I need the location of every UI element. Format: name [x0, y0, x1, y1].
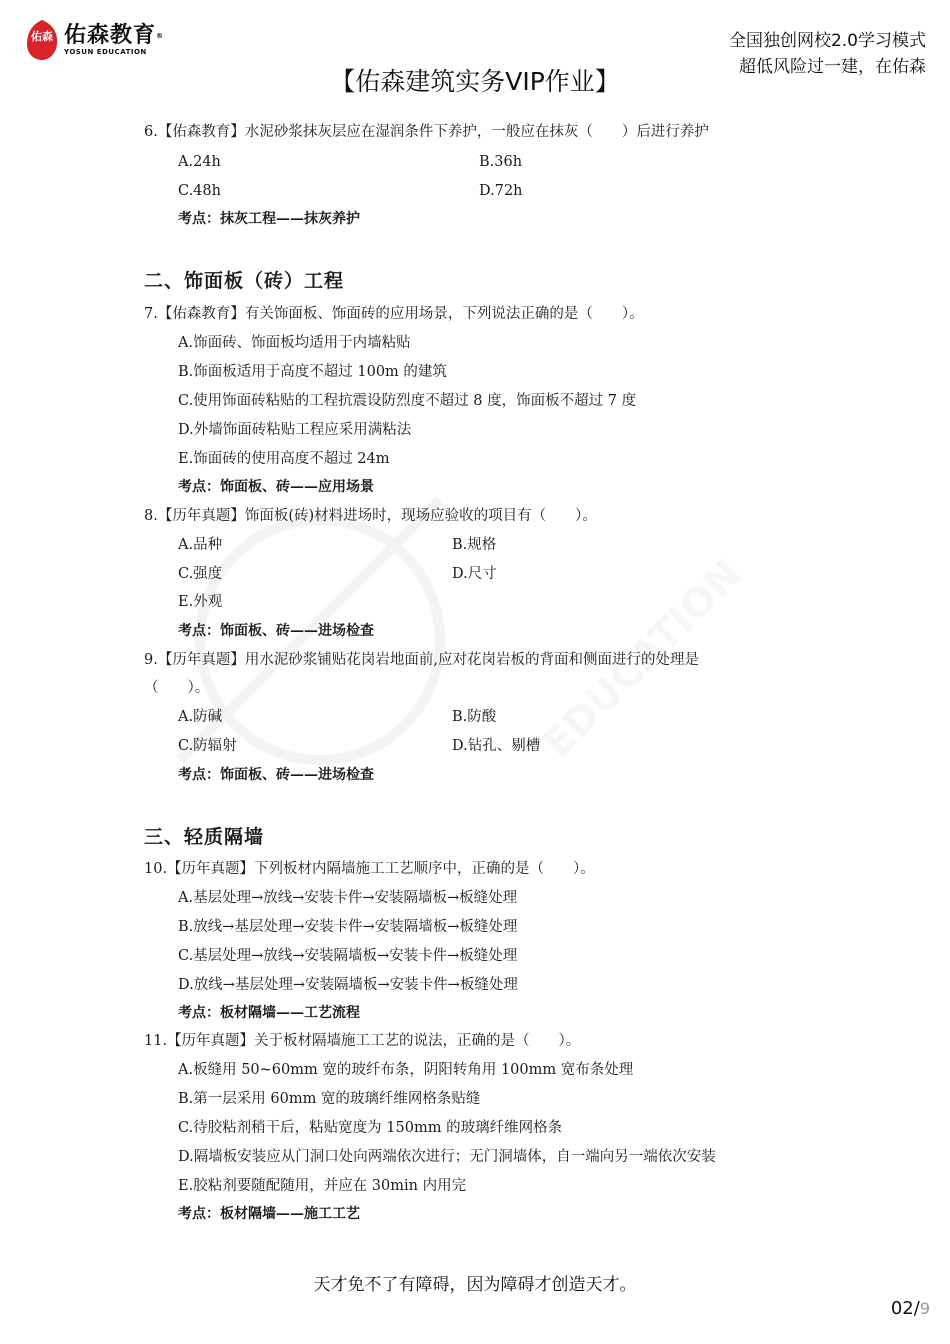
q7-option-d: D.外墙饰面砖粘贴工程应采用满粘法	[178, 422, 412, 438]
q10-option-b: B.放线→基层处理→安装卡件→安装隔墙板→板缝处理	[178, 919, 518, 935]
registered-mark-icon: ®	[156, 31, 165, 40]
q11-option-a: A.板缝用 50~60mm 宽的玻纤布条，阴阳转角用 100mm 宽布条处理	[178, 1062, 634, 1078]
page-current: 02/	[890, 1298, 920, 1319]
slogan-line-2: 超低风险过一建，在佑森	[739, 57, 926, 77]
q10-option-a: A.基层处理→放线→安装卡件→安装隔墙板→板缝处理	[178, 890, 518, 906]
logo-badge-icon	[24, 18, 60, 62]
q8-option-b: B.规格	[452, 537, 497, 553]
question-11: 11.【历年真题】关于板材隔墙施工工艺的说法，正确的是（ ）。	[144, 1033, 581, 1049]
q9-option-a: A.防碱	[178, 709, 223, 725]
q10-option-c: C.基层处理→放线→安装隔墙板→安装卡件→板缝处理	[178, 948, 518, 964]
logo-en-text: YOSUN EDUCATION	[64, 47, 147, 56]
footer-quote: 天才免不了有障碍，因为障碍才创造天才。	[313, 1275, 637, 1295]
q6-option-a: A.24h	[178, 154, 221, 170]
q7-option-c: C.使用饰面砖粘贴的工程抗震设防烈度不超过 8 度，饰面板不超过 7 度	[178, 393, 637, 409]
page-number	[891, 1298, 930, 1319]
q8-option-e: E.外观	[178, 594, 223, 610]
q9-key-point: 考点：饰面板、砖——进场检查	[178, 767, 374, 783]
section-3-heading: 三、轻质隔墙	[144, 826, 265, 848]
q11-key-point: 考点：板材隔墙——施工工艺	[178, 1206, 360, 1222]
question-9-line-2: （ ）。	[144, 680, 210, 696]
q9-option-b: B.防酸	[452, 709, 497, 725]
q8-option-d: D.尺寸	[452, 566, 497, 582]
q6-key-point: 考点：抹灰工程——抹灰养护	[178, 211, 360, 227]
q7-option-a: A.饰面砖、饰面板均适用于内墙粘贴	[178, 335, 411, 351]
q11-option-c: C.待胶粘剂稍干后，粘贴宽度为 150mm 的玻璃纤维网格条	[178, 1120, 563, 1136]
slogan-line-1: 全国独创网校2.0学习模式	[728, 31, 926, 51]
question-10: 10.【历年真题】下列板材内隔墙施工工艺顺序中，正确的是（ ）。	[144, 861, 595, 877]
q11-option-e: E.胶粘剂要随配随用，并应在 30min 内用完	[178, 1178, 467, 1194]
q11-option-b: B.第一层采用 60mm 宽的玻璃纤维网格条贴缝	[178, 1091, 481, 1107]
q7-option-e: E.饰面砖的使用高度不超过 24m	[178, 451, 390, 467]
q10-key-point: 考点：板材隔墙——工艺流程	[178, 1005, 360, 1021]
q8-key-point: 考点：饰面板、砖——进场检查	[178, 623, 374, 639]
q8-option-a: A.品种	[178, 537, 223, 553]
question-9-line-1: 9.【历年真题】用水泥砂浆铺贴花岗岩地面前,应对花岗岩板的背面和侧面进行的处理是	[144, 652, 699, 668]
section-2-heading: 二、饰面板（砖）工程	[144, 270, 345, 292]
logo-badge-text: 佑森	[31, 30, 53, 43]
brand-logo	[24, 18, 164, 62]
svg-text:EDUCATION: EDUCATION	[534, 550, 751, 768]
q9-option-c: C.防辐射	[178, 738, 237, 754]
document-title: 【佑森建筑实务VIP作业】	[330, 67, 620, 96]
q7-key-point: 考点：饰面板、砖——应用场景	[178, 479, 374, 495]
q6-option-b: B.36h	[479, 154, 523, 170]
q6-option-c: C.48h	[178, 183, 221, 199]
page-total: 9	[919, 1299, 930, 1318]
logo-cn-text: 佑森教育	[64, 22, 157, 48]
question-7: 7.【佑森教育】有关饰面板、饰面砖的应用场景，下列说法正确的是（ ）。	[144, 306, 644, 322]
q8-option-c: C.强度	[178, 566, 223, 582]
q9-option-d: D.钻孔、剔槽	[452, 738, 541, 754]
q7-option-b: B.饰面板适用于高度不超过 100m 的建筑	[178, 364, 447, 380]
question-6: 6.【佑森教育】水泥砂浆抹灰层应在湿润条件下养护，一般应在抹灰（ ）后进行养护	[144, 124, 709, 140]
q6-option-d: D.72h	[479, 183, 523, 199]
q10-option-d: D.放线→基层处理→安装隔墙板→安装卡件→板缝处理	[178, 977, 518, 993]
q11-option-d: D.隔墙板安装应从门洞口处向两端依次进行；无门洞墙体，自一端向另一端依次安装	[178, 1149, 716, 1165]
question-8: 8.【历年真题】饰面板(砖)材料进场时，现场应验收的项目有（ ）。	[144, 508, 597, 524]
